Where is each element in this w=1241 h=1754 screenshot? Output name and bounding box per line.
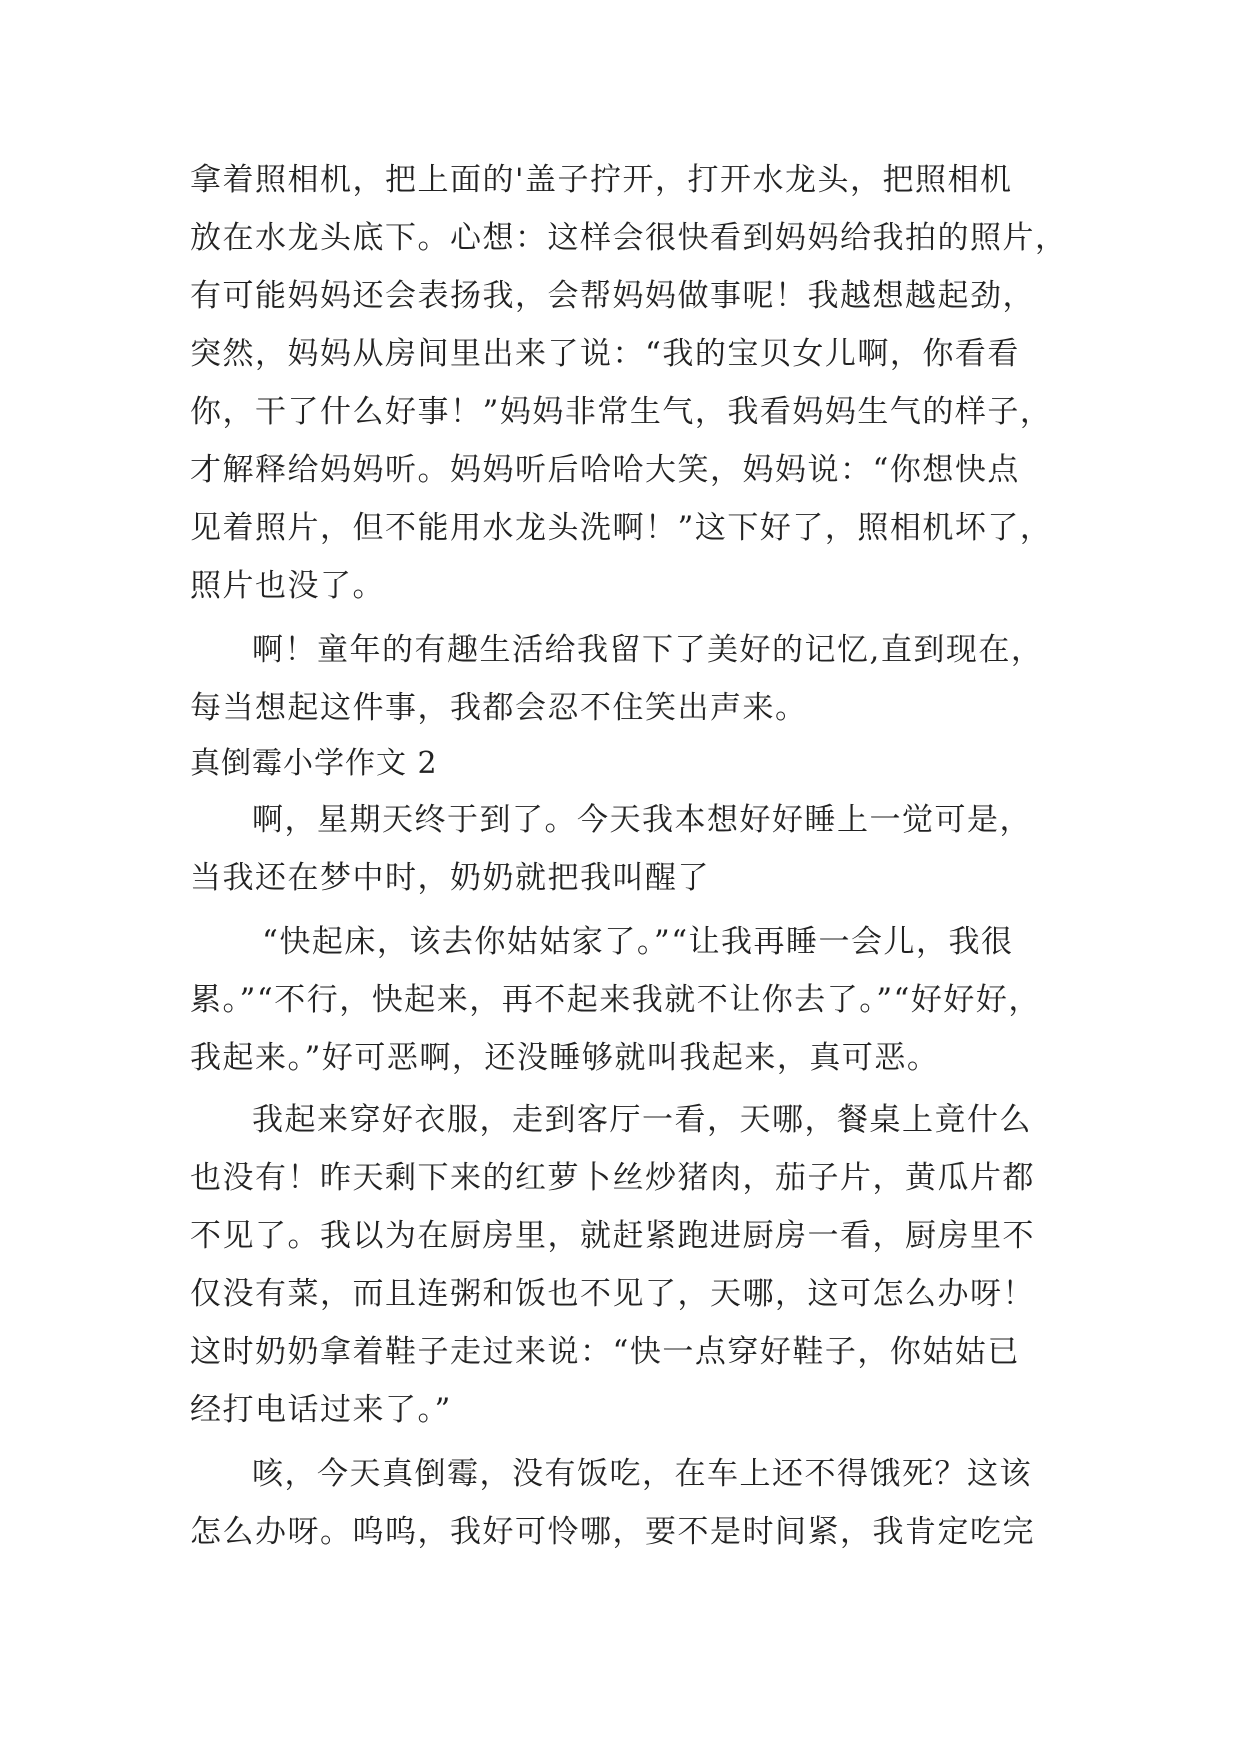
paragraph-line: 咳，今天真倒霉，没有饭吃，在车上还不得饿死？这该 <box>252 1456 1032 1492</box>
paragraph-line: 当我还在梦中时，奶奶就把我叫醒了 <box>190 860 710 896</box>
paragraph-line: 每当想起这件事，我都会忍不住笑出声来。 <box>190 690 808 726</box>
paragraph-line: 突然，妈妈从房间里出来了说：“我的宝贝女儿啊，你看看 <box>190 336 1020 372</box>
paragraph-line: 我起来。”好可恶啊，还没睡够就叫我起来，真可恶。 <box>190 1040 940 1076</box>
paragraph-line: 啊，星期天终于到了。今天我本想好好睡上一觉可是， <box>252 802 1032 838</box>
paragraph-line: 经打电话过来了。” <box>190 1392 452 1428</box>
paragraph-line: 怎么办呀。呜呜，我好可怜哪，要不是时间紧，我肯定吃完 <box>190 1514 1035 1550</box>
paragraph-line: 我起来穿好衣服，走到客厅一看，天哪，餐桌上竟什么 <box>252 1102 1032 1138</box>
paragraph-line: 啊！童年的有趣生活给我留下了美好的记忆,直到现在， <box>252 632 1044 668</box>
paragraph-line: 你，干了什么好事！”妈妈非常生气，我看妈妈生气的样子， <box>190 394 1053 430</box>
paragraph-line: 拿着照相机，把上面的'盖子拧开，打开水龙头，把照相机 <box>190 162 1013 198</box>
paragraph-line: 仅没有菜，而且连粥和饭也不见了，天哪，这可怎么办呀！ <box>190 1276 1035 1312</box>
paragraph-line: 照片也没了。 <box>190 568 385 604</box>
paragraph-line: 见着照片，但不能用水龙头洗啊！”这下好了，照相机坏了， <box>190 510 1053 546</box>
paragraph-line: 才解释给妈妈听。妈妈听后哈哈大笑，妈妈说：“你想快点 <box>190 452 1020 488</box>
paragraph-line: “快起床，该去你姑姑家了。”“让我再睡一会儿，我很 <box>262 924 1014 960</box>
paragraph-line: 也没有！昨天剩下来的红萝卜丝炒猪肉，茄子片，黄瓜片都 <box>190 1160 1035 1196</box>
section-title: 真倒霉小学作文 2 <box>190 746 438 781</box>
paragraph-line: 放在水龙头底下。心想：这样会很快看到妈妈给我拍的照片， <box>190 220 1068 256</box>
paragraph-line: 不见了。我以为在厨房里，就赶紧跑进厨房一看，厨房里不 <box>190 1218 1035 1254</box>
paragraph-line: 有可能妈妈还会表扬我，会帮妈妈做事呢！我越想越起劲， <box>190 278 1035 314</box>
paragraph-line: 这时奶奶拿着鞋子走过来说：“快一点穿好鞋子，你姑姑已 <box>190 1334 1020 1370</box>
paragraph-line: 累。”“不行，快起来，再不起来我就不让你去了。”“好好好， <box>190 982 1041 1018</box>
